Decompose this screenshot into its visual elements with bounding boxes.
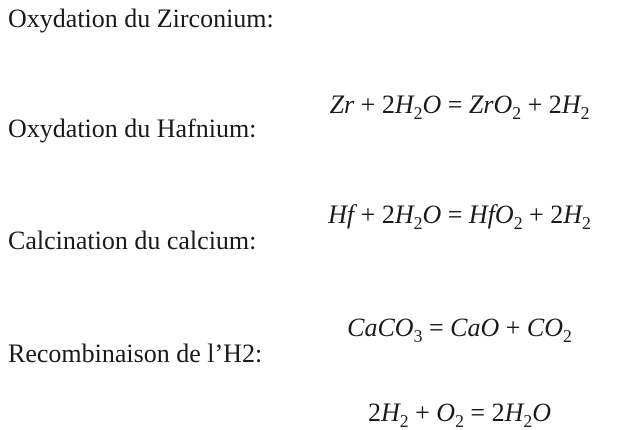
- equation-subscript: 2: [563, 326, 572, 347]
- equation-operator: =: [441, 200, 469, 230]
- equation-coefficient: 2: [368, 398, 381, 428]
- equation-term: CaO: [450, 313, 500, 343]
- equation-term: Hf: [328, 200, 355, 230]
- equation-term: H: [504, 398, 524, 428]
- equation-subscript: 2: [455, 411, 464, 430]
- equation-term: H: [561, 90, 581, 120]
- equation-term: O: [422, 90, 442, 120]
- section-heading-calcium: Calcination du calcium:: [8, 226, 257, 255]
- equation-operator: + 2: [354, 90, 395, 120]
- equation-operator: + 2: [354, 200, 395, 230]
- equation-h2-recombination: [0, 366, 629, 430]
- section-heading-zirconium: Oxydation du Zirconium:: [8, 4, 274, 33]
- equation-operator: + 2: [521, 90, 562, 120]
- equation-term: CO: [526, 313, 564, 343]
- equation-operator: =: [441, 90, 469, 120]
- equation-subscript: 2: [513, 213, 523, 234]
- equation-term: Zr: [329, 90, 355, 120]
- equation-subscript: 2: [581, 213, 591, 234]
- equation-term: H: [563, 200, 582, 230]
- equation-term: CaCO: [347, 313, 414, 343]
- equation-subscript: 2: [399, 411, 409, 430]
- equation-subscript: 2: [413, 103, 423, 124]
- equation-operator: = 2: [463, 398, 505, 428]
- equation-term: H: [394, 200, 414, 230]
- equation-term: O: [532, 398, 551, 428]
- equation-term: O: [422, 200, 442, 230]
- equation-subscript: 3: [413, 326, 423, 347]
- section-heading-h2-recombination: Recombinaison de l’H2:: [8, 339, 263, 368]
- equation-term: O: [436, 398, 456, 428]
- equation-subscript: 2: [580, 103, 590, 124]
- equation-subscript: 2: [413, 213, 423, 234]
- equation-operator: +: [499, 313, 527, 343]
- equation-subscript: 2: [512, 103, 522, 124]
- equation-term: HfO: [468, 200, 514, 230]
- equation-subscript: 2: [523, 411, 533, 430]
- section-heading-hafnium: Oxydation du Hafnium:: [8, 114, 257, 143]
- equation-operator: =: [422, 313, 451, 343]
- equation-term: H: [394, 90, 414, 120]
- equation-term: H: [381, 398, 400, 428]
- equation-operator: +: [408, 398, 437, 428]
- equation-term: ZrO: [468, 90, 513, 120]
- equation-operator: + 2: [522, 200, 564, 230]
